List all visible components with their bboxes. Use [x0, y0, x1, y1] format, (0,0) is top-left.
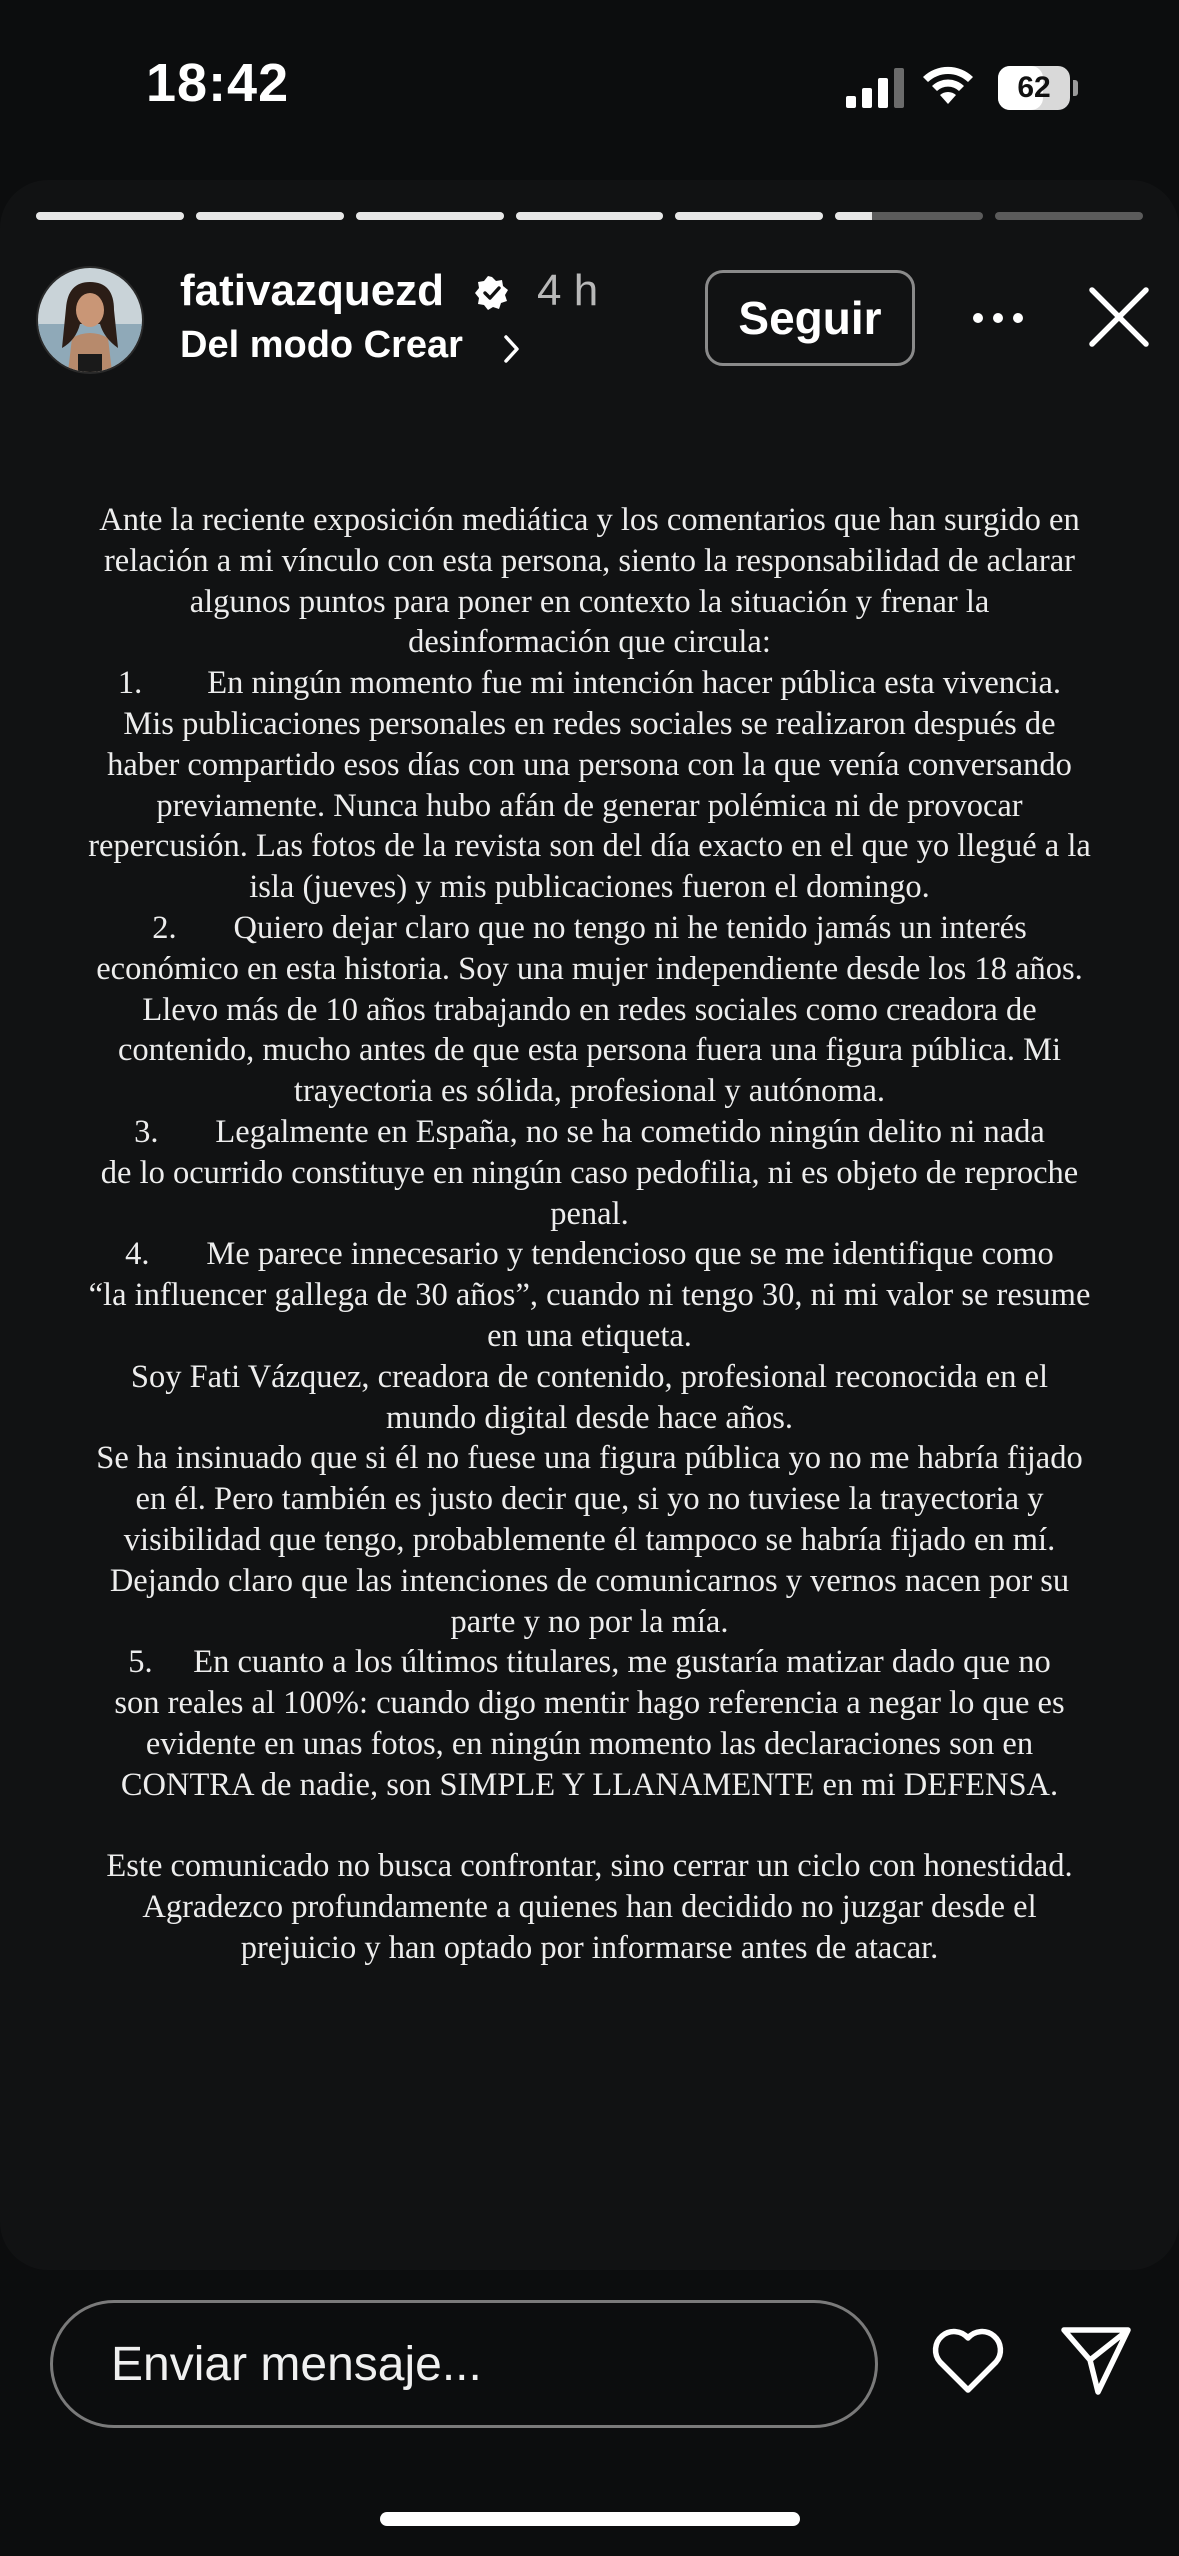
progress-segment: [196, 212, 344, 220]
statement-line: Ante la reciente exposición mediática y los comentarios que han surgido en: [99, 502, 1080, 538]
statement-line: parte y no por la mía.: [450, 1603, 729, 1640]
verified-icon: [475, 276, 509, 310]
status-bar: [0, 0, 1179, 180]
statement-line: Dejando claro que las intenciones de comunicarnos y vernos nacen por su: [109, 1562, 1070, 1599]
statement-line: Se ha insinuado que si él no fuese una figura pública yo no me habría fijado: [96, 1440, 1083, 1477]
progress-segment: [356, 212, 504, 220]
statement-line: contenido, mucho antes de que esta persona fuera una figura pública. Mi: [117, 1032, 1062, 1069]
avatar-image: [38, 268, 142, 372]
statement-line: desinformación que circula:: [408, 624, 771, 661]
statement-line: 1. En ningún momento fue mi intención hacer pública esta vivencia.: [117, 665, 1062, 702]
create-mode-link[interactable]: Del modo Crear: [180, 324, 463, 366]
statement-line: haber compartido esos días con una persona con la que venía conversando: [107, 746, 1072, 783]
username[interactable]: fativazquezd: [180, 266, 445, 315]
statement-line: mundo digital desde hace años.: [385, 1399, 794, 1436]
statement-line: isla (jueves) y mis publicaciones fueron el domingo.: [249, 869, 930, 906]
statement-line: Agradezco profundamente a quienes han decidido no juzgar desde el: [142, 1889, 1037, 1926]
send-icon[interactable]: [1058, 2322, 1134, 2398]
statement-line: económico en esta historia. Soy una mujer independiente desde los 18 años.: [96, 950, 1083, 987]
progress-fill: [36, 212, 184, 220]
statement-line: 5. En cuanto a los últimos titulares, me gustaría matizar dado que no: [128, 1644, 1051, 1681]
battery-level: 62: [1017, 71, 1051, 104]
progress-fill: [675, 212, 823, 220]
statement-line: “la influencer gallega de 30 años”, cuando ni tengo 30, ni mi valor se resume: [88, 1277, 1091, 1314]
progress-segment: [995, 212, 1143, 220]
status-time: 18:42: [146, 53, 290, 113]
post-age: 4 h: [537, 266, 599, 315]
progress-segment: [36, 212, 184, 220]
progress-fill: [835, 212, 872, 220]
progress-segment: [675, 212, 823, 220]
statement-line: en una etiqueta.: [487, 1317, 692, 1354]
statement-line: repercusión. Las fotos de la revista son del día exacto en el que yo llegué a la: [88, 828, 1091, 865]
battery-tip: [1073, 80, 1078, 96]
paragraph-gap: [22, 1806, 1157, 1847]
statement-line: algunos puntos para poner en contexto la situación y frenar la: [189, 583, 990, 620]
story-header: [0, 258, 1179, 378]
statement-line: en él. Pero también es justo decir que, si yo no tuviese la trayectoria y: [135, 1481, 1044, 1518]
statement-line: 4. Me parece innecesario y tendencioso que se me identifique como: [125, 1236, 1054, 1273]
statement-line: de lo ocurrido constituye en ningún caso pedofilia, ni es objeto de reproche: [100, 1154, 1079, 1191]
progress-fill: [516, 212, 664, 220]
home-indicator: [380, 2512, 800, 2526]
more-icon[interactable]: [968, 298, 1028, 338]
statement-line: prejuicio y han optado por informarse antes de atacar.: [240, 1929, 939, 1966]
statement-line: 3. Legalmente en España, no se ha cometido ningún delito ni nada: [134, 1113, 1045, 1150]
message-input[interactable]: [50, 2300, 878, 2428]
statement-line: relación a mi vínculo con esta persona, siento la responsabilidad de aclarar: [103, 542, 1076, 579]
follow-button[interactable]: Seguir: [705, 270, 915, 366]
progress-fill: [356, 212, 504, 220]
story-progress: [36, 212, 1143, 220]
statement-line: previamente. Nunca hubo afán de generar polémica ni de provocar: [156, 787, 1023, 824]
statement-line: Mis publicaciones personales en redes sociales se realizaron después de: [123, 705, 1056, 742]
progress-segment: [835, 212, 983, 220]
close-icon[interactable]: [1086, 284, 1152, 350]
progress-segment: [516, 212, 664, 220]
battery-icon: [998, 66, 1078, 110]
statement-line: trayectoria es sólida, profesional y autónoma.: [293, 1073, 886, 1110]
chevron-right-icon[interactable]: [502, 334, 522, 364]
statement-line: 2. Quiero dejar claro que no tengo ni he tenido jamás un interés: [152, 909, 1027, 946]
statement-line: Soy Fati Vázquez, creadora de contenido, profesional reconocida en el: [130, 1358, 1049, 1395]
heart-icon[interactable]: [930, 2326, 1006, 2396]
statement-line: penal.: [550, 1195, 629, 1232]
avatar[interactable]: [36, 266, 144, 374]
statement-line: evidente en unas fotos, en ningún momento las declaraciones son en: [145, 1725, 1034, 1762]
statement-line: CONTRA de nadie, son SIMPLE Y LLANAMENTE en mi DEFENSA.: [120, 1766, 1059, 1803]
progress-fill: [196, 212, 344, 220]
statement-line: visibilidad que tengo, probablemente él tampoco se habría fijado en mí.: [123, 1521, 1056, 1558]
statement-line: Llevo más de 10 años trabajando en redes sociales como creadora de: [142, 991, 1037, 1028]
statement-text: [22, 500, 1157, 1969]
wifi-icon: [920, 62, 976, 108]
statement-line: Este comunicado no busca confrontar, sino cerrar un ciclo con honestidad.: [106, 1848, 1073, 1885]
signal-icon: [846, 68, 906, 108]
statement-line: son reales al 100%: cuando digo mentir hago referencia a negar lo que es: [114, 1685, 1065, 1722]
